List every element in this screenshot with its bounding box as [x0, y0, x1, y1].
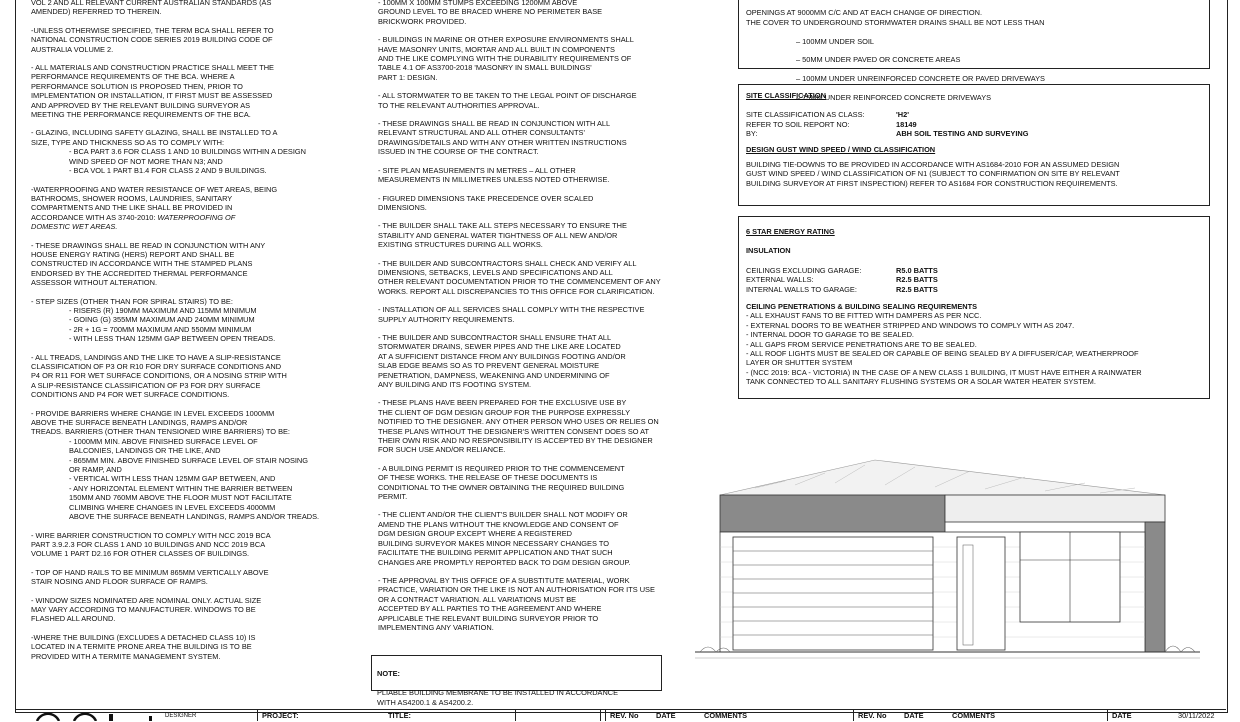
- date-label: DATE: [1112, 711, 1132, 720]
- barriers-intro: - PROVIDE BARRIERS WHERE CHANGE IN LEVEL EXCEEDS 1000MM ABOVE THE SURFACE BENEATH LANDINGS, RAMPS AND/OR TREADS. BARRIERS (OTHER THAN TENSIONED WIRE BARRIERS) TO BE:: [31, 408, 290, 437]
- note-paragraph: - BUILDINGS IN MARINE OR OTHER EXPOSURE ENVIRONMENTS SHALL HAVE MASONRY UNITS, MORTAR AND ALL BUILT IN COMPONENTS AND THE LIKE COMPLYING WITH THE DURABILITY REQUIREMENTS OF TABLE 4.1 OF AS3700-2018 'MASONRY IN SMALL BUILDINGS' PART 1: DESIGN.: [378, 35, 634, 82]
- insulation-row: [746, 285, 1202, 294]
- note-paragraph: - SITE PLAN MEASUREMENTS IN METRES – ALL OTHER MEASUREMENTS IN MILLIMETRES UNLESS NOTED OTHERWISE.: [378, 165, 610, 185]
- wind-classification-text: BUILDING TIE-DOWNS TO BE PROVIDED IN ACCORDANCE WITH AS1684-2010 FOR AN ASSUMED DESIGN GUST WIND SPEED / WIND CLASSIFICATION OF N1 (SUBJECT TO CONFIRMATION ON SITE BY RELEVANT BUILDING SURVEYOR AT FIRST INSPECTION) REFER TO AS1684 FOR CONSTRUCTION REQUIREMENTS.: [746, 160, 1120, 188]
- note-paragraph: - A BUILDING PERMIT IS REQUIRED PRIOR TO THE COMMENCEMENT OF THESE WORKS. THE RELEASE OF THESE DOCUMENTS IS CONDITIONAL TO THE OWNER OBTAINING THE REQUIRED BUILDING PERMIT.: [378, 463, 625, 502]
- insulation-row-label: INTERNAL WALLS TO GARAGE:: [746, 284, 857, 294]
- note-paragraph: - INSTALLATION OF ALL SERVICES SHALL COMPLY WITH THE RESPECTIVE SUPPLY AUTHORITY REQUIREMENTS.: [378, 305, 645, 324]
- note-paragraph: - WIRE BARRIER CONSTRUCTION TO COMPLY WITH NCC 2019 BCA PART 3.9.2.3 FOR CLASS 1 AND 10 BUILDINGS AND NCC 2019 BCA VOLUME 1 PART D2.16 FOR OTHER CLASSES OF BUILDINGS.: [31, 530, 271, 559]
- steps-item: - RISERS (R) 190MM MAXIMUM AND 115MM MINIMUM: [69, 305, 257, 315]
- note-paragraph: VOL 2 AND ALL RELEVANT CURRENT AUSTRALIAN STANDARDS (AS AMENDED) REFERRED TO THEREIN.: [31, 0, 272, 17]
- sealing-item: - EXTERNAL DOORS TO BE WEATHER STRIPPED AND WINDOWS TO COMPLY WITH AS 2047.: [746, 320, 1075, 330]
- insulation-row: [746, 266, 1202, 275]
- project-cell: [257, 710, 517, 721]
- barriers-item: - 865MM MIN. ABOVE FINISHED SURFACE LEVEL OF STAIR NOSING OR RAMP, AND: [69, 455, 309, 475]
- stormwater-intro: OPENINGS AT 9000MM C/C AND AT EACH CHANGE OF DIRECTION. THE COVER TO UNDERGROUND STORMWATER DRAINS SHALL BE NOT LESS THAN: [746, 8, 1045, 27]
- note-paragraph: - ALL MATERIALS AND CONSTRUCTION PRACTICE SHALL MEET THE PERFORMANCE REQUIREMENTS OF THE BCA. WHERE A PERFORMANCE SOLUTION IS PROPOSED THEN, PRIOR TO IMPLEMENTATION OR INSTALLATION, IT FIRST MUST BE ASSESSED AND APPROVED BY THE RELEVANT BUILDING SURVEYOR AS MEETING THE PERFORMANCE REQUIREMENTS OF THE BCA.: [31, 63, 274, 120]
- title-label: TITLE:: [388, 711, 411, 720]
- date-value: 30/11/2022: [1178, 711, 1215, 720]
- note-paragraph: - THESE DRAWINGS SHALL BE READ IN CONJUNCTION WITH ANY HOUSE ENERGY RATING (HERS) REPORT AND SHALL BE CONSTRUCTED IN ACCORDANCE WITH THE STAMPED PLANS ENDORSED BY THE ACCREDITED THERMAL PERFORMANCE ASSESSOR WITHOUT ALTERATION.: [31, 240, 266, 288]
- sealing-item: - INTERNAL DOOR TO GARAGE TO BE SEALED.: [746, 330, 914, 340]
- wind-classification-title: DESIGN GUST WIND SPEED / WIND CLASSIFICATION: [746, 144, 936, 154]
- steps-item: - GOING (G) 355MM MAXIMUM AND 240MM MINIMUM: [69, 315, 255, 325]
- site-row-value: 18149: [896, 119, 917, 129]
- note-steps: [31, 297, 366, 344]
- insulation-row-value: R2.5 BATTS: [896, 284, 938, 294]
- steps-intro: - STEP SIZES (OTHER THAN FOR SPIRAL STAIRS) TO BE:: [31, 296, 233, 306]
- rev-no-header: REV. No: [610, 711, 639, 720]
- sealing-item: - ALL GAPS FROM SERVICE PENETRATIONS ARE TO BE SEALED.: [746, 339, 977, 349]
- site-row-label: REFER TO SOIL REPORT NO:: [746, 119, 850, 129]
- note-paragraph: - THESE PLANS HAVE BEEN PREPARED FOR THE EXCLUSIVE USE BY THE CLIENT OF DGM DESIGN GROUP FOR THE PURPOSE EXPRESSLY NOTIFIED TO THE DESIGNER. ANY OTHER PERSON WHO USES OR RELIES ON THESE PLANS WITHOUT THE DESIGNER'S WRITTEN CONSENT DOES SO AT THEIR OWN RISK AND NO RESPONSIBILITY IS ACCEPTED BY THE DESIGNER FOR SUCH USE AND/OR RELIANCE.: [378, 398, 659, 455]
- site-classification-title: SITE CLASSIFICATION: [746, 91, 826, 100]
- rev-no-header: REV. No: [858, 711, 887, 720]
- sealing-title: CEILING PENETRATIONS & BUILDING SEALING REQUIREMENTS: [746, 302, 978, 312]
- steps-item: - WITH LESS THAN 125MM GAP BETWEEN OPEN TREADS.: [69, 334, 276, 344]
- insulation-row: [746, 275, 1202, 284]
- note-text: PLIABLE BUILDING MEMBRANE TO BE INSTALLED IN ACCORDANCE WITH AS4200.1 & AS4200.2.: [377, 688, 619, 707]
- designer-label: DESIGNER: [165, 713, 197, 719]
- barriers-item: - VERTICAL WITH LESS THAN 125MM GAP BETWEEN, AND: [69, 474, 276, 484]
- insulation-row-label: CEILINGS EXCLUDING GARAGE:: [746, 265, 862, 275]
- project-label: PROJECT:: [262, 711, 299, 720]
- glazing-item: - BCA PART 3.6 FOR CLASS 1 AND 10 BUILDINGS WITHIN A DESIGN WIND SPEED OF NOT MORE THAN N3; AND: [69, 147, 306, 166]
- note-paragraph: - THE CLIENT AND/OR THE CLIENT'S BUILDER SHALL NOT MODIFY OR AMEND THE PLANS WITHOUT THE KNOWLEDGE AND CONSENT OF DGM DESIGN GROUP EXCEPT WHERE A REGISTERED BUILDING SURVEYOR MAKES MINOR NECESSARY CHANGES TO FACILITATE THE BUILDING PERMIT APPLICATION AND THAT SUCH CHANGES ARE PROMPTLY REPORTED BACK TO DGM DESIGN GROUP.: [378, 510, 631, 567]
- insulation-row-value: R5.0 BATTS: [896, 265, 938, 275]
- revision-table-2: [853, 710, 1103, 721]
- sealing-item: - ALL EXHAUST FANS TO BE FITTED WITH DAMPERS AS PER NCC.: [746, 311, 982, 321]
- site-row-value: ABH SOIL TESTING AND SURVEYING: [896, 129, 1029, 139]
- note-paragraph: - THE BUILDER AND SUBCONTRACTORS SHALL CHECK AND VERIFY ALL DIMENSIONS, SETBACKS, LEVELS AND SPECIFICATIONS AND ALL OTHER RELEVANT DOCUMENTATION PRIOR TO THE COMMENCEMENT OF ANY WORKS. REPORT ALL DISCREPANCIES TO THIS OFFICE FOR CLARIFICATION.: [378, 258, 661, 296]
- note-glazing: [31, 128, 366, 175]
- house-elevation-drawing: [695, 455, 1210, 665]
- right-cladding-wall: [1145, 522, 1165, 652]
- barriers-item: - 1000MM MIN. ABOVE FINISHED SURFACE LEVEL OF BALCONIES, LANDINGS OR THE LIKE, AND: [69, 436, 258, 456]
- site-row: [746, 120, 1202, 129]
- energy-rating-title: 6 STAR ENERGY RATING: [746, 227, 835, 236]
- stormwater-item: – 100MM UNDER SOIL: [796, 36, 875, 46]
- note-barriers: [31, 409, 366, 522]
- comments-header: COMMENTS: [952, 711, 996, 720]
- energy-rating-box: [738, 216, 1210, 399]
- note-paragraph: - WINDOW SIZES NOMINATED ARE NOMINAL ONLY. ACTUAL SIZE MAY VARY ACCORDING TO MANUFACTURER. WINDOWS TO BE FLASHED ALL AROUND.: [31, 595, 262, 624]
- front-door: [957, 537, 1005, 650]
- garage-door: [733, 537, 933, 650]
- site-row: [746, 129, 1202, 138]
- note-paragraph: - TOP OF HAND RAILS TO BE MINIMUM 865MM VERTICALLY ABOVE STAIR NOSING AND FLOOR SURFACE OF RAMPS.: [31, 567, 269, 587]
- roof: [720, 460, 1165, 495]
- note-paragraph: -WHERE THE BUILDING (EXCLUDES A DETACHED CLASS 10) IS LOCATED IN A TERMITE PRONE AREA THE BUILDING IS TO BE PROVIDED WITH A TERMITE MANAGEMENT SYSTEM.: [31, 632, 256, 661]
- site-row: [746, 110, 1202, 119]
- membrane-note-box: [371, 655, 662, 707]
- insulation-row-value: R2.5 BATTS: [896, 275, 938, 285]
- garage-cladding: [720, 495, 945, 532]
- note-paragraph: - THE BUILDER AND SUBCONTRACTOR SHALL ENSURE THAT ALL STORMWATER DRAINS, SEWER PIPES AND THE LIKE ARE LOCATED AT A SUFFICIENT DISTANCE FROM ANY BUILDINGS FOOTING AND/OR SLAB EDGE BEAMS SO AS TO PREVENT GENERAL MOISTURE PENETRATION, DAMPNESS, WEAKENING AND UNDERMINING OF ANY BUILDING AND ITS FOOTING SYSTEM.: [378, 332, 626, 389]
- note-waterproofing: [31, 185, 366, 232]
- note-paragraph: - THESE DRAWINGS SHALL BE READ IN CONJUNCTION WITH ALL RELEVANT STRUCTURAL AND ALL OTHER CONSULTANTS' DRAWINGS/DETAILS AND WITH ANY OTHER WRITTEN INSTRUCTIONS ISSUED IN THE COURSE OF THE CONTRACT.: [378, 119, 627, 157]
- date-header: DATE: [656, 711, 676, 720]
- revision-table-1: [605, 710, 850, 721]
- title-block: [15, 709, 1226, 721]
- site-row-value: 'H2': [896, 110, 909, 120]
- date-cell: [1107, 710, 1227, 721]
- site-row-label: BY:: [746, 129, 758, 139]
- sealing-item: - ALL ROOF LIGHTS MUST BE SEALED OR CAPABLE OF BEING SEALED BY A DIFFUSER/CAP, WEATHERPROOF LAYER OR SHUTTER SYSTEM: [746, 349, 1139, 368]
- insulation-row-label: EXTERNAL WALLS:: [746, 275, 814, 285]
- note-title: NOTE:: [377, 669, 400, 679]
- comments-header: COMMENTS: [704, 711, 748, 720]
- site-row-label: SITE CLASSIFICATION AS CLASS:: [746, 110, 865, 120]
- notes-column-2: [378, 0, 718, 641]
- site-classification-box: [738, 84, 1210, 206]
- note-paragraph: - ALL TREADS, LANDINGS AND THE LIKE TO HAVE A SLIP-RESISTANCE CLASSIFICATION OF P3 OR R10 FOR DRY SURFACE CONDITIONS AND P4 OR R11 FOR WET SURFACE CONDITIONS, OR A NOSING STRIP WITH A SLIP-RESISTANCE CLASSIFICATION OF P3 FOR DRY SURFACE CONDITIONS AND P4 FOR WET SURFACE CONDITIONS.: [31, 352, 287, 400]
- glazing-item: - BCA VOL 1 PART B1.4 FOR CLASS 2 AND 9 BUILDINGS.: [69, 166, 267, 176]
- steps-item: - 2R + 1G = 700MM MAXIMUM AND 550MM MINIMUM: [69, 324, 252, 334]
- date-header: DATE: [904, 711, 924, 720]
- note-paragraph: - 100MM X 100MM STUMPS EXCEEDING 1200MM ABOVE GROUND LEVEL TO BE BRACED WHERE NO PERIMETER BASE BRICKWORK PROVIDED.: [378, 0, 603, 26]
- note-paragraph: -UNLESS OTHERWISE SPECIFIED, THE TERM BCA SHALL REFER TO NATIONAL CONSTRUCTION CODE SERIES 2019 BUILDING CODE OF AUSTRALIA VOLUME 2.: [31, 25, 274, 54]
- company-logo: [29, 710, 169, 721]
- waterproofing-text: -WATERPROOFING AND WATER RESISTANCE OF WET AREAS, BEING BATHROOMS, SHOWER ROOMS, LAUNDRIES, SANITARY COMPARTMENTS AND THE LIKE SHALL BE PROVIDED IN ACCORDANCE WITH AS 3740-2010:: [31, 184, 278, 222]
- insulation-title: INSULATION: [746, 246, 791, 256]
- barriers-item: - ANY HORIZONTAL ELEMENT WITHIN THE BARRIER BETWEEN 150MM AND 760MM ABOVE THE FLOOR MUST NOT FACILITATE CLIMBING WHERE CHANGES IN LEVEL EXCEEDS 4000MM ABOVE THE SURFACE BENEATH LANDINGS, RAMPS AND/OR TREADS.: [69, 483, 320, 522]
- stormwater-item: – 50MM UNDER PAVED OR CONCRETE AREAS: [796, 55, 961, 65]
- note-paragraph: - ALL STORMWATER TO BE TAKEN TO THE LEGAL POINT OF DISCHARGE TO THE RELEVANT AUTHORITIES APPROVAL.: [378, 91, 637, 110]
- blank-cell: [515, 710, 601, 721]
- stormwater-item: – 75MM UNDER REINFORCED CONCRETE DRIVEWAYS: [796, 93, 992, 103]
- stormwater-item: – 100MM UNDER UNREINFORCED CONCRETE OR PAVED DRIVEWAYS: [796, 74, 1045, 84]
- notes-column-1: [31, 0, 366, 670]
- waterproofing-standard: WATERPROOFING OF DOMESTIC WET AREAS.: [31, 212, 236, 232]
- note-paragraph: - FIGURED DIMENSIONS TAKE PRECEDENCE OVER SCALED DIMENSIONS.: [378, 193, 594, 212]
- note-paragraph: - THE APPROVAL BY THIS OFFICE OF A SUBSTITUTE MATERIAL, WORK PRACTICE, VARIATION OR THE LIKE IS NOT AN AUTHORISATION FOR ITS USE OR A CONTRACT VARIATION. ALL VARIATIONS MUST BE ACCEPTED BY ALL PARTIES TO THE AGREEMENT AND WHERE APPLICABLE THE RELEVANT BUILDING SURVEYOR PRIOR TO IMPLEMENTING ANY VARIATION.: [378, 575, 655, 632]
- note-paragraph: - THE BUILDER SHALL TAKE ALL STEPS NECESSARY TO ENSURE THE STABILITY AND GENERAL WATER TIGHTNESS OF ALL NEW AND/OR EXISTING STRUCTURES DURING ALL WORKS.: [378, 221, 627, 250]
- glazing-intro: - GLAZING, INCLUDING SAFETY GLAZING, SHALL BE INSTALLED TO A SIZE, TYPE AND THICKNESS SO AS TO COMPLY WITH:: [31, 128, 278, 147]
- entry-cladding: [945, 495, 1165, 522]
- sealing-item: - (NCC 2019: BCA - VICTORIA) IN THE CASE OF A NEW CLASS 1 BUILDING, IT MUST HAVE EITHER A RAINWATER TANK CONNECTED TO ALL SANITARY FLUSHING SYSTEMS OR A SOLAR WATER HEATER SYSTEM.: [746, 367, 1142, 387]
